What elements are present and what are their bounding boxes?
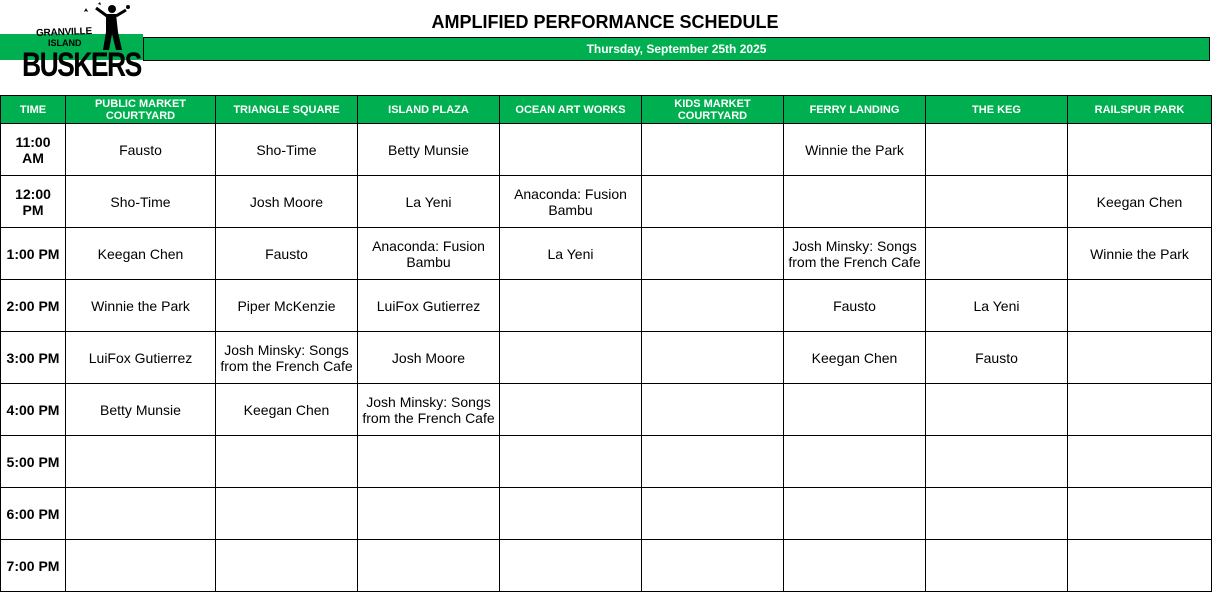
schedule-cell: Sho-Time — [66, 176, 216, 228]
schedule-cell: Piper McKenzie — [216, 280, 358, 332]
schedule-cell — [784, 176, 926, 228]
time-cell: 12:00 PM — [1, 176, 66, 228]
schedule-cell: Anaconda: Fusion Bambu — [358, 228, 500, 280]
schedule-table — [0, 95, 1212, 592]
schedule-cell: Fausto — [66, 124, 216, 176]
schedule-cell — [1068, 384, 1212, 436]
schedule-cell — [1068, 280, 1212, 332]
schedule-cell — [1068, 332, 1212, 384]
column-header-time: TIME — [1, 96, 66, 124]
table-row — [1, 280, 1212, 332]
schedule-cell — [358, 436, 500, 488]
schedule-cell — [358, 540, 500, 592]
schedule-cell: Betty Munsie — [358, 124, 500, 176]
buskers-logo — [18, 2, 142, 82]
time-cell: 7:00 PM — [1, 540, 66, 592]
schedule-cell — [1068, 436, 1212, 488]
schedule-cell: La Yeni — [500, 228, 642, 280]
schedule-cell — [642, 488, 784, 540]
schedule-cell — [500, 332, 642, 384]
schedule-cell — [784, 540, 926, 592]
time-cell: 4:00 PM — [1, 384, 66, 436]
time-cell: 5:00 PM — [1, 436, 66, 488]
column-header-triangle-square: TRIANGLE SQUARE — [216, 96, 358, 124]
schedule-cell — [1068, 488, 1212, 540]
column-header-kids-market-courtyard: KIDS MARKET COURTYARD — [642, 96, 784, 124]
schedule-cell — [1068, 124, 1212, 176]
time-cell: 6:00 PM — [1, 488, 66, 540]
column-header-public-market-courtyard: PUBLIC MARKET COURTYARD — [66, 96, 216, 124]
schedule-cell — [642, 540, 784, 592]
schedule-cell — [642, 124, 784, 176]
table-row — [1, 228, 1212, 280]
table-row — [1, 384, 1212, 436]
schedule-cell: LuiFox Gutierrez — [66, 332, 216, 384]
schedule-cell — [500, 488, 642, 540]
column-header-ocean-art-works: OCEAN ART WORKS — [500, 96, 642, 124]
schedule-cell — [66, 540, 216, 592]
schedule-cell: Fausto — [216, 228, 358, 280]
time-cell: 3:00 PM — [1, 332, 66, 384]
column-header-railspur-park: RAILSPUR PARK — [1068, 96, 1212, 124]
schedule-cell: Sho-Time — [216, 124, 358, 176]
schedule-cell — [784, 436, 926, 488]
logo-text-buskers: BUSKERS — [22, 46, 141, 84]
schedule-cell: Fausto — [926, 332, 1068, 384]
schedule-cell — [926, 228, 1068, 280]
schedule-cell — [926, 540, 1068, 592]
column-header-island-plaza: ISLAND PLAZA — [358, 96, 500, 124]
table-row — [1, 176, 1212, 228]
schedule-cell: Josh Minsky: Songs from the French Cafe — [216, 332, 358, 384]
schedule-cell — [216, 488, 358, 540]
time-cell: 11:00 AM — [1, 124, 66, 176]
header-row — [1, 96, 1212, 124]
schedule-cell — [926, 436, 1068, 488]
schedule-cell: La Yeni — [358, 176, 500, 228]
schedule-cell — [642, 332, 784, 384]
schedule-cell — [642, 436, 784, 488]
schedule-cell: Winnie the Park — [66, 280, 216, 332]
schedule-cell — [216, 540, 358, 592]
date-banner: Thursday, September 25th 2025 — [143, 37, 1210, 61]
schedule-cell: Betty Munsie — [66, 384, 216, 436]
schedule-cell: Winnie the Park — [784, 124, 926, 176]
schedule-cell — [500, 384, 642, 436]
schedule-cell — [784, 384, 926, 436]
schedule-cell: Keegan Chen — [1068, 176, 1212, 228]
schedule-cell — [926, 488, 1068, 540]
table-row — [1, 540, 1212, 592]
schedule-cell — [66, 436, 216, 488]
schedule-cell: Keegan Chen — [784, 332, 926, 384]
table-row — [1, 124, 1212, 176]
schedule-cell: La Yeni — [926, 280, 1068, 332]
column-header-the-keg: THE KEG — [926, 96, 1068, 124]
logo-text-island: ISLAND — [48, 38, 82, 48]
time-cell: 1:00 PM — [1, 228, 66, 280]
time-cell: 2:00 PM — [1, 280, 66, 332]
schedule-cell: Keegan Chen — [66, 228, 216, 280]
schedule-cell — [1068, 540, 1212, 592]
schedule-cell — [500, 124, 642, 176]
schedule-cell — [642, 176, 784, 228]
schedule-cell — [500, 540, 642, 592]
schedule-cell: Anaconda: Fusion Bambu — [500, 176, 642, 228]
schedule-cell — [642, 280, 784, 332]
table-row — [1, 332, 1212, 384]
schedule-cell: Josh Minsky: Songs from the French Cafe — [358, 384, 500, 436]
schedule-cell: Winnie the Park — [1068, 228, 1212, 280]
schedule-cell — [926, 384, 1068, 436]
schedule-cell — [642, 228, 784, 280]
table-row — [1, 488, 1212, 540]
schedule-cell — [500, 280, 642, 332]
schedule-cell: Josh Moore — [216, 176, 358, 228]
schedule-cell — [926, 176, 1068, 228]
schedule-cell: Fausto — [784, 280, 926, 332]
logo-text-granville: GRANVILLE — [35, 26, 93, 39]
schedule-cell — [66, 488, 216, 540]
schedule-cell — [784, 488, 926, 540]
schedule-cell: Josh Moore — [358, 332, 500, 384]
schedule-cell: LuiFox Gutierrez — [358, 280, 500, 332]
table-row — [1, 436, 1212, 488]
schedule-cell — [642, 384, 784, 436]
page-title: AMPLIFIED PERFORMANCE SCHEDULE — [431, 12, 779, 32]
schedule-cell: Josh Minsky: Songs from the French Cafe — [784, 228, 926, 280]
schedule-cell — [500, 436, 642, 488]
schedule-cell — [216, 436, 358, 488]
schedule-cell — [358, 488, 500, 540]
column-header-ferry-landing: FERRY LANDING — [784, 96, 926, 124]
schedule-cell: Keegan Chen — [216, 384, 358, 436]
schedule-cell — [926, 124, 1068, 176]
